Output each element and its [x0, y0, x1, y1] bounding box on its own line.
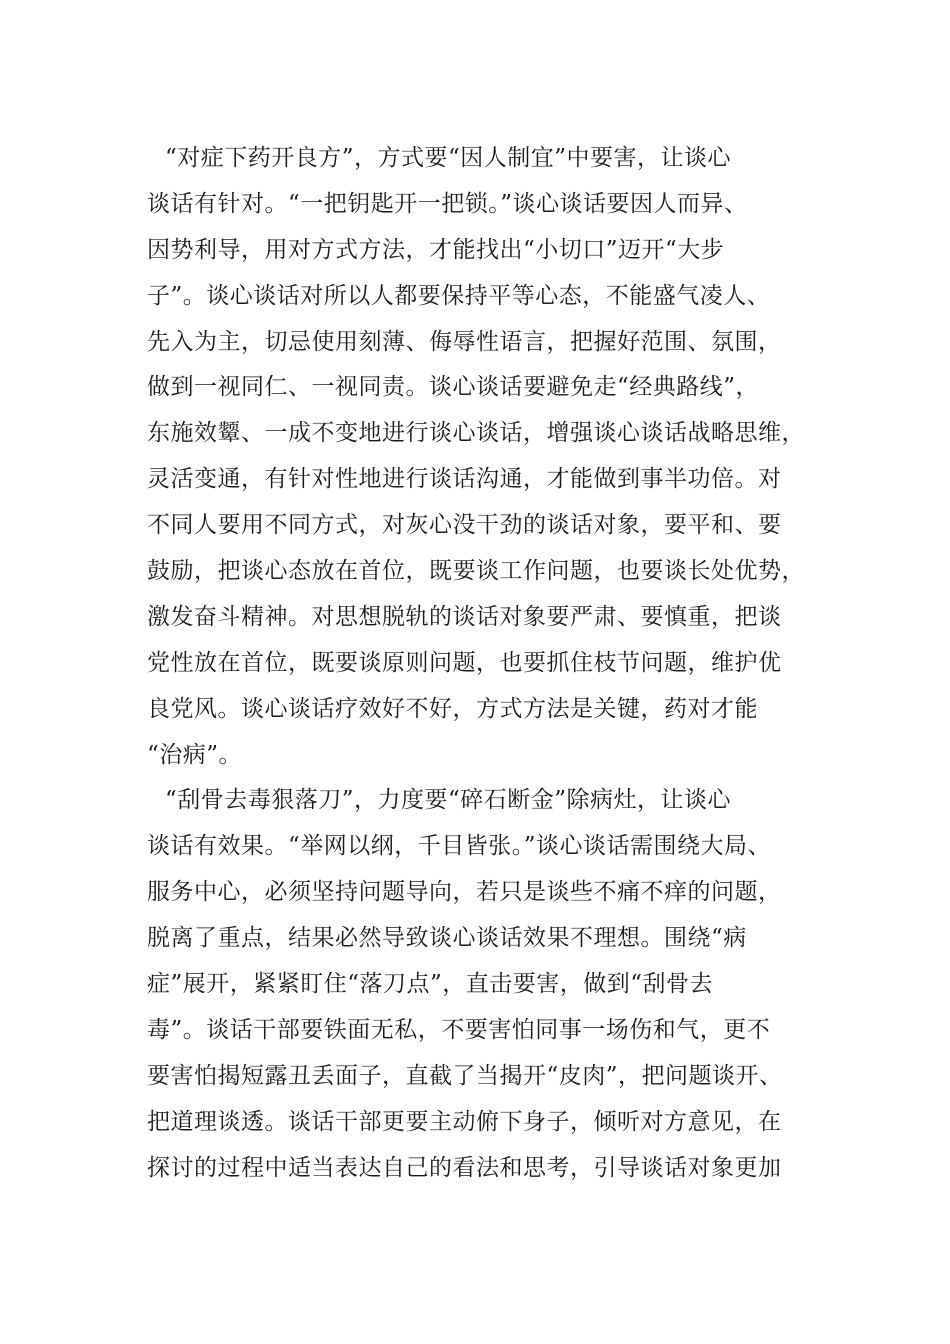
paragraph-1-line-3: 因势利导，用对方式方法，才能找出“小切口”迈开“大步: [147, 236, 725, 263]
paragraph-1-line-8: 灵活变通，有针对性地进行谈话沟通，才能做到事半功倍。对: [147, 466, 782, 493]
paragraph-1-line-11: 激发奋斗精神。对思想脱轨的谈话对象要严肃、要慎重，把谈: [147, 603, 782, 630]
paragraph-1-line-12: 党性放在首位，既要谈原则问题，也要抓住枝节问题，维护优: [147, 649, 782, 676]
paragraph-1-line-5: 先入为主，切忌使用刻薄、侮辱性语言，把握好范围、氛围，: [147, 328, 782, 355]
paragraph-2-line-1: “刮骨去毒狠落刀”，力度要“碎石断金”除病灶，让谈心: [165, 787, 732, 814]
paragraph-1-line-7: 东施效颦、一成不变地进行谈心谈话，增强谈心谈话战略思维，: [147, 420, 805, 447]
paragraph-1-line-10: 鼓励，把谈心态放在首位，既要谈工作问题，也要谈长处优势，: [147, 558, 805, 585]
paragraph-2-line-7: 要害怕揭短露丑丢面子，直截了当揭开“皮肉”，把问题谈开、: [147, 1062, 783, 1089]
paragraph-1-line-4: 子”。谈心谈话对所以人都要保持平等心态，不能盛气凌人、: [147, 282, 771, 309]
paragraph-2-line-5: 症”展开，紧紧盯住“落刀点”，直击要害，做到“刮骨去: [147, 971, 714, 998]
document-body: [147, 136, 837, 1191]
paragraph-2-line-9: 探讨的过程中适当表达自己的看法和思考，引导谈话对象更加: [147, 1154, 782, 1181]
paragraph-1-line-1: “对症下药开良方”，方式要“因人制宜”中要害，让谈心: [165, 145, 732, 171]
paragraph-2-line-4: 脱离了重点，结果必然导致谈心谈话效果不理想。围绕“病: [147, 925, 747, 952]
paragraph-1-line-2: 谈话有针对。“一把钥匙开一把锁。”谈心谈话要因人而异、: [147, 190, 748, 217]
paragraph-1-line-6: 做到一视同仁、一视同责。谈心谈话要避免走“经典路线”，: [147, 374, 760, 401]
paragraph-2-line-8: 把道理谈透。谈话干部更要主动俯下身子，倾听对方意见，在: [147, 1108, 782, 1135]
paragraph-2-line-2: 谈话有效果。“举网以纲，千目皆张。”谈心谈话需围绕大局、: [147, 833, 772, 860]
paragraph-1-line-14: “治病”。: [147, 741, 243, 768]
paragraph-1-line-9: 不同人要用不同方式，对灰心没干劲的谈话对象，要平和、要: [147, 512, 782, 539]
paragraph-2-line-6: 毒”。谈话干部要铁面无私，不要害怕同事一场伤和气，更不: [147, 1016, 771, 1043]
paragraph-1-line-13: 良党风。谈心谈话疗效好不好，方式方法是关键，药对才能: [147, 695, 758, 722]
paragraph-2-line-3: 服务中心，必须坚持问题导向，若只是谈些不痛不痒的问题，: [147, 879, 782, 906]
